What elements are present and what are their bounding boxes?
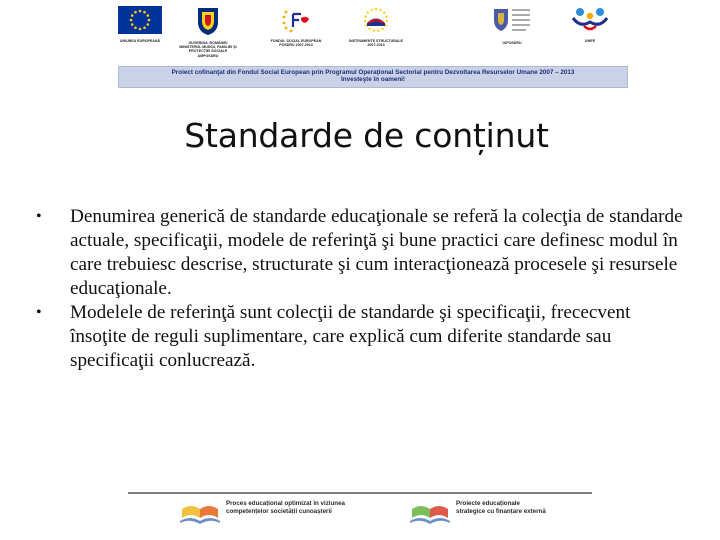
logo-label: GUVERNUL ROMÂNIEI MINISTERUL MUNCII, FAMILIEI ŞI PROTECŢIEI SOCIALE AMPOSDRU	[179, 41, 237, 58]
open-book-icon	[408, 501, 452, 525]
banner-line-2: Investeşte în oameni!	[340, 76, 406, 83]
footer-divider	[128, 492, 592, 494]
romania-coat-of-arms-icon	[196, 6, 220, 36]
ministry-logo	[482, 6, 542, 45]
partner-logos	[110, 6, 630, 64]
bullet-item: • Denumirea generică de standarde educaţionale se referă la colecţia de standarde actuale, specificaţii, modele de referinţă şi bune practici care definesc modul în care trebuiesc descrise, structurate şi cum interacţionează procesele şi resursele educaţionale.	[30, 205, 690, 301]
bullet-item: • Modelele de referinţă sunt colecţii de standarde şi specificaţii, frececvent însoţite de reguli suplimentare, care explică cum diferite standarde sau specificaţii conlucrează.	[30, 301, 690, 373]
funding-banner	[118, 66, 628, 88]
footer-text-line: Proiecte educaționale	[456, 500, 520, 507]
family-logo	[560, 6, 620, 43]
slide-title: Standarde de conținut	[184, 116, 549, 155]
logo-label: UNIUNEA EUROPEANĂ	[119, 39, 161, 43]
footer-text-line: strategice cu finanțare externă	[456, 508, 546, 515]
instrumente-structurale-logo	[346, 6, 406, 47]
footer-text-line: competențelor societății cunoașterii	[226, 508, 332, 515]
logo-caption: UMFE	[584, 39, 596, 43]
footer-text-line: Proces educațional optimizat în viziunea	[226, 500, 345, 507]
fse-logo-icon	[279, 6, 313, 34]
footer-project-1	[178, 500, 378, 528]
footer-project-2	[408, 500, 608, 528]
banner-line-1: Proiect cofinanţat din Fondul Social European prin Programul Operaţional Sectorial pentru Dezvoltarea Resurselor Umane 2007 – 2013	[171, 69, 575, 76]
open-book-icon	[178, 501, 222, 525]
fse-logo	[266, 6, 326, 47]
bullet-list	[30, 205, 690, 373]
logo-label: FONDUL SOCIAL EUROPEAN POSDRU 2007-2013	[270, 39, 322, 48]
government-logo	[178, 6, 238, 58]
ministry-education-icon	[490, 6, 534, 36]
instrumente-structurale-icon	[359, 6, 393, 34]
eu-flag-icon	[118, 6, 162, 34]
logo-caption: OIPOSDRU	[502, 41, 522, 45]
logo-label: INSTRUMENTE STRUCTURALE 2007-2013	[349, 39, 403, 48]
eu-logo	[114, 6, 166, 43]
family-logo-icon	[570, 6, 610, 34]
